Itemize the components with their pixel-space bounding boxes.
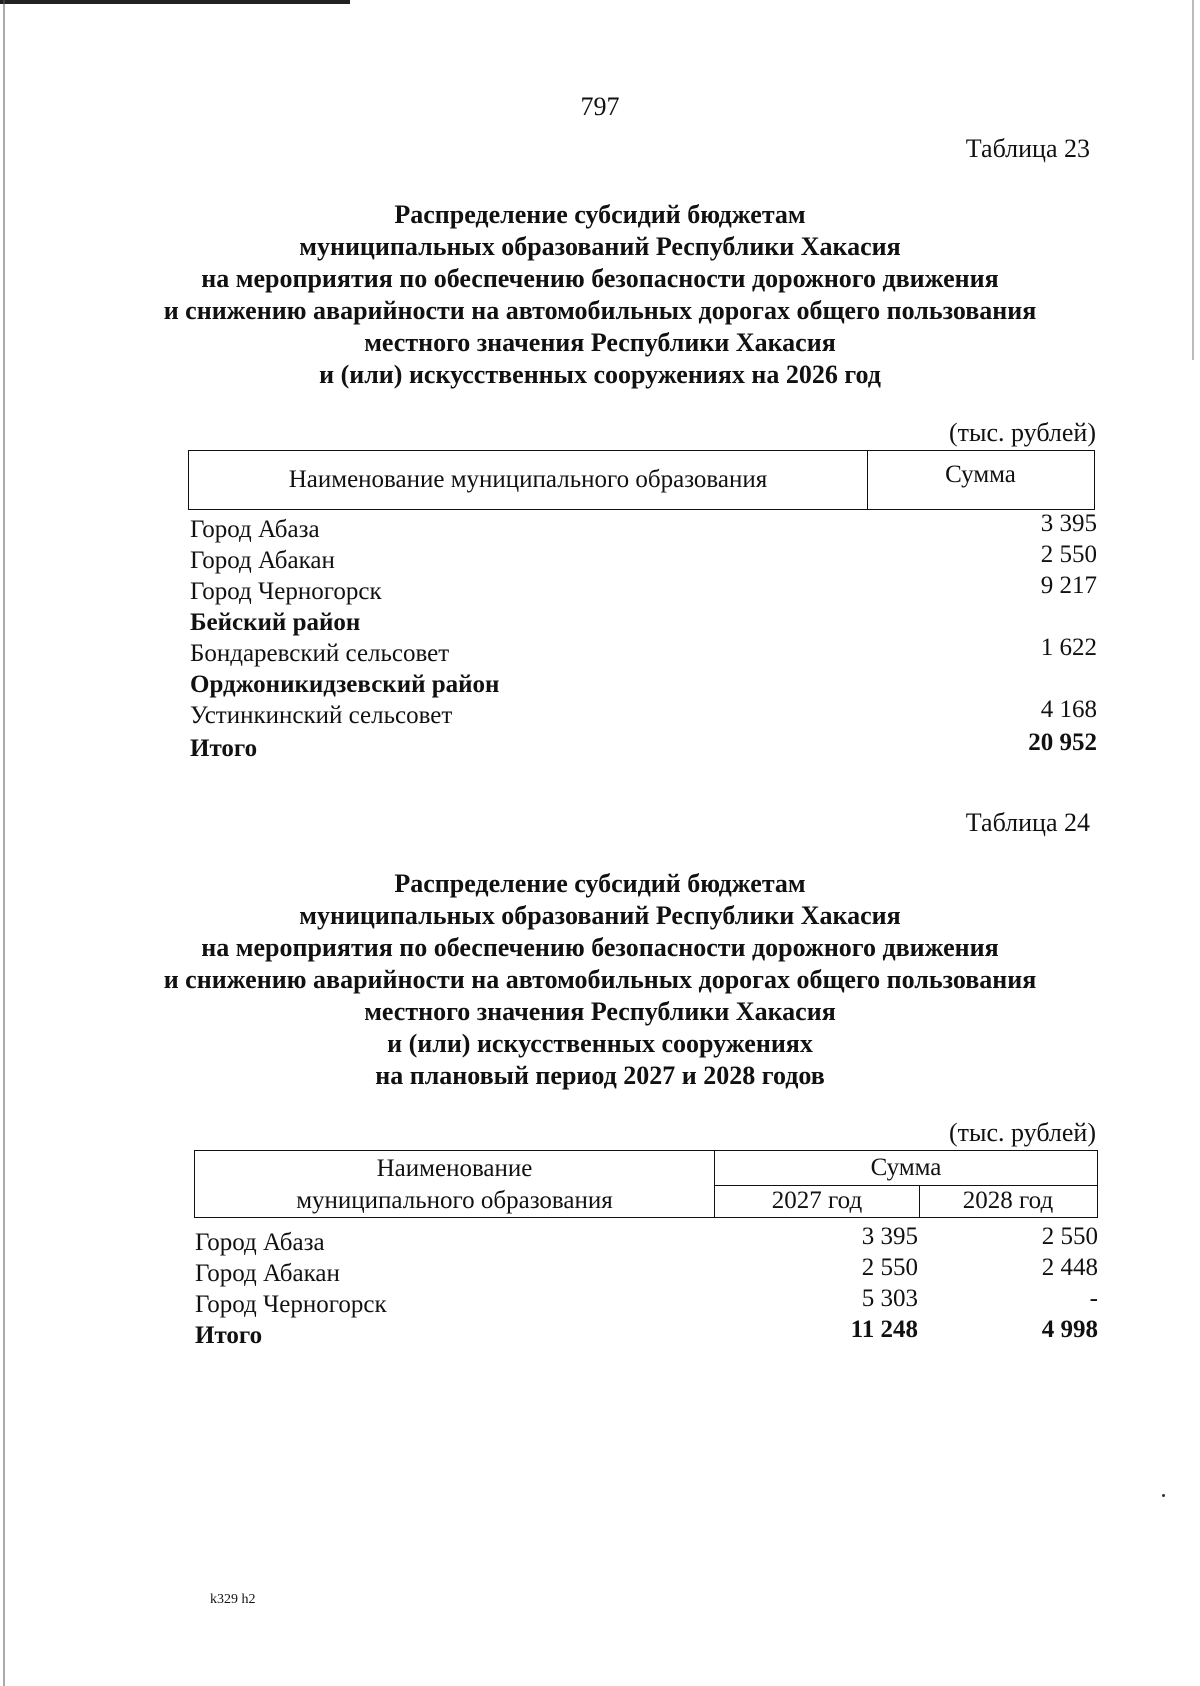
table-23-header [188,450,1095,510]
table-row [195,1254,1098,1288]
row-name: Город Абакан [190,547,335,574]
table-23-unit: (тыс. рублей) [948,418,1096,447]
table-23-title [150,199,1050,391]
title-line: местного значения Республики Хакасия [364,997,836,1026]
table-row-group [190,607,1097,637]
title-line: муниципальных образований Республики Хакасия [299,901,901,930]
title-line: и снижению аварийности на автомобильных дорогах общего пользования [163,965,1037,994]
scan-edge-left [3,0,5,1686]
row-name: Город Черногорск [190,578,382,605]
row-name: Бондаревский сельсовет [190,640,450,667]
table-24-label: Таблица 24 [965,808,1090,837]
header-sum: Сумма [715,1151,1097,1186]
row-name: Город Абаза [195,1229,325,1256]
title-line: на мероприятия по обеспечению безопасности дорожного движения [201,264,999,293]
row-value-2028: 4 998 [1041,1316,1098,1343]
table-row-total [190,729,1097,763]
row-value-2027: 11 248 [850,1316,918,1343]
title-line: и снижению аварийности на автомобильных дорогах общего пользования [163,296,1037,325]
header-year-2027: 2027 год [715,1185,920,1217]
table-row [190,541,1097,575]
table-row [190,696,1097,730]
header-name-line: Наименование [376,1155,533,1182]
title-line: муниципальных образований Республики Хакасия [299,232,901,261]
title-line: на мероприятия по обеспечению безопасности дорожного движения [201,933,999,962]
row-value: 20 952 [1028,729,1097,756]
table-row [190,572,1097,606]
row-value-2028: 2 550 [1041,1223,1098,1250]
table-24-header [194,1150,1098,1218]
row-value: 3 395 [1040,510,1097,537]
title-line: местного значения Республики Хакасия [364,328,836,357]
title-line: и (или) искусственных сооружениях [387,1029,813,1058]
table-23-label: Таблица 23 [965,134,1090,163]
scan-edge-top [0,0,350,4]
table-row [195,1223,1098,1257]
title-line: и (или) искусственных сооружениях на 2026 год [319,360,881,389]
row-name: Итого [190,735,258,762]
row-name: Устинкинский сельсовет [190,702,453,729]
row-name: Город Черногорск [195,1291,387,1318]
row-name: Орджоникидзевский район [190,671,500,698]
row-value: 4 168 [1040,696,1097,723]
row-name: Город Абакан [195,1260,340,1287]
footer-code: k329 h2 [210,1592,256,1607]
table-row [190,634,1097,668]
table-row [190,510,1097,544]
row-name: Итого [195,1322,263,1349]
row-value: 9 217 [1040,572,1097,599]
header-year-2028: 2028 год [962,1187,1054,1214]
scan-edge-right [1192,0,1194,360]
title-line: Распределение субсидий бюджетам [394,869,806,898]
header-sum: Сумма [945,461,1016,488]
header-name [195,1151,715,1217]
row-name: Город Абаза [190,516,320,543]
table-24-title [150,868,1050,1092]
row-value-2027: 5 303 [861,1285,918,1312]
page-number: 797 [580,92,620,121]
row-name: Бейский район [190,609,361,636]
title-line: на плановый период 2027 и 2028 годов [375,1061,825,1090]
row-value: 2 550 [1040,541,1097,568]
row-value-2027: 3 395 [861,1223,918,1250]
header-name-line: муниципального образования [296,1187,613,1214]
row-value-2028: - [1089,1285,1098,1312]
table-row-total [195,1316,1098,1350]
table-24-unit: (тыс. рублей) [948,1118,1096,1147]
row-value-2027: 2 550 [861,1254,918,1281]
table-row-group [190,669,1097,699]
title-line: Распределение субсидий бюджетам [394,200,806,229]
header-name: Наименование муниципального образования [189,451,868,509]
scan-speck [1162,1494,1165,1497]
row-value: 1 622 [1040,634,1097,661]
table-row [195,1285,1098,1319]
row-value-2028: 2 448 [1041,1254,1098,1281]
